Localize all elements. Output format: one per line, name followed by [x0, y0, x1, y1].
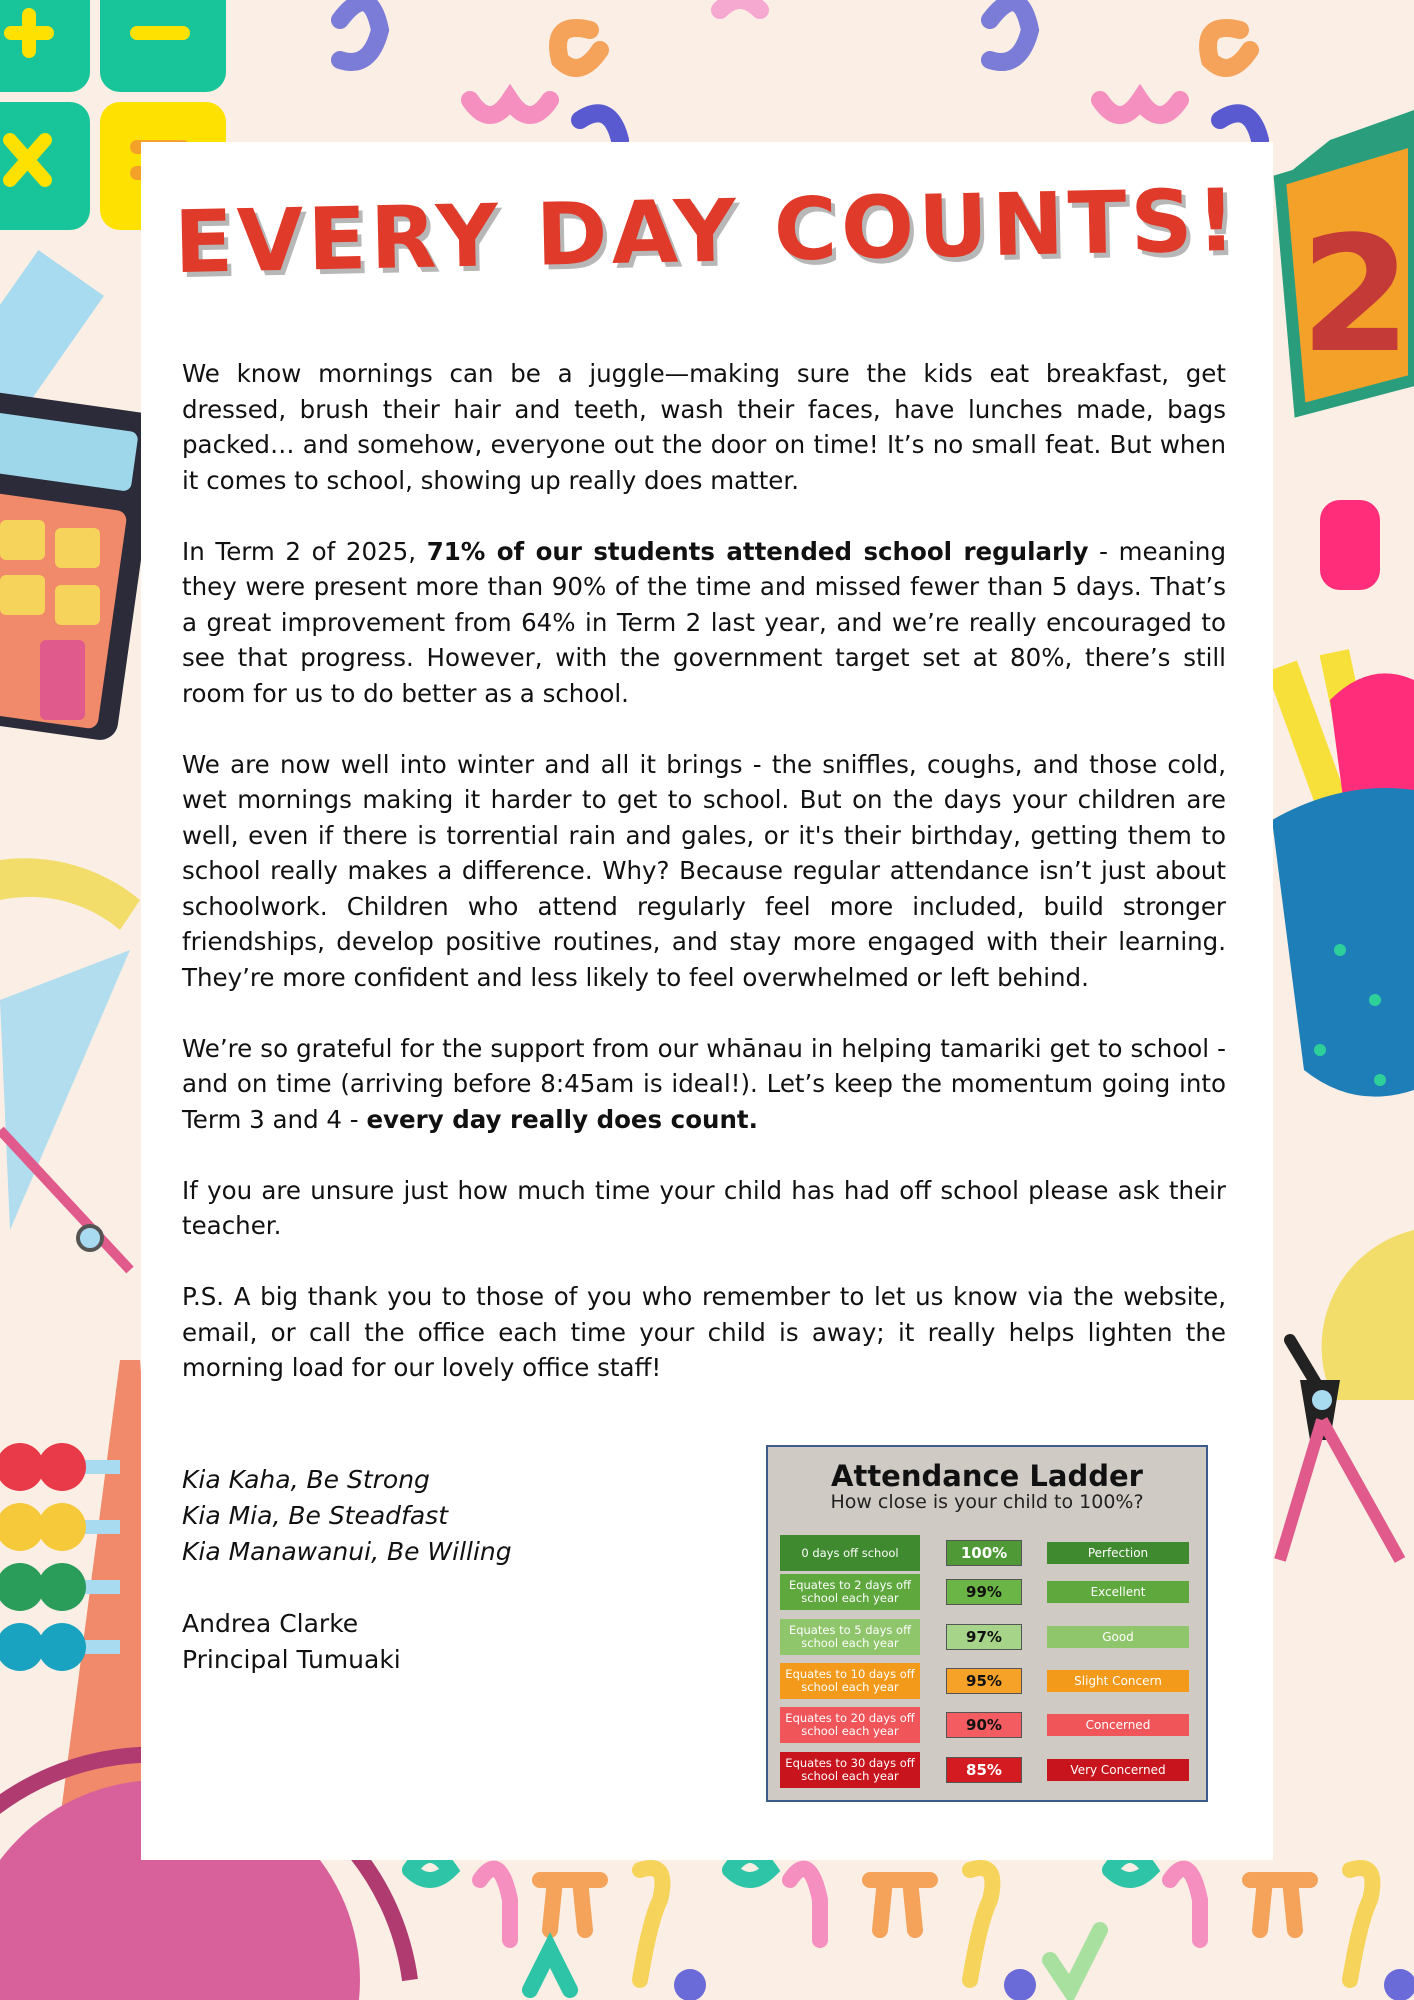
ladder-rating: Concerned: [1047, 1714, 1189, 1736]
letter-body: [182, 356, 1226, 1421]
ladder-days-off: Equates to 5 days off school each year: [780, 1619, 920, 1655]
signoff: [182, 1462, 512, 1678]
ladder-title: Attendance Ladder: [831, 1459, 1143, 1493]
number-block-icon: [1280, 110, 1414, 410]
ladder-days-off: Equates to 10 days off school each year: [780, 1663, 920, 1699]
ladder-percentage: 100%: [946, 1540, 1022, 1566]
ladder-percentage: 85%: [946, 1757, 1022, 1783]
ladder-row: [768, 1752, 1208, 1792]
paragraph-2: In Term 2 of 2025, 71% of our students attended school regularly - meaning they were present more than 90% of the time and missed fewer than 5 days. That’s a great improvement from 64% in Term 2 last year, and we’re really encouraged to see that progress. However, with the government target set at 80%, there’s still room for us to do better as a school.: [182, 536, 1226, 708]
attendance-ladder: [766, 1445, 1208, 1802]
ladder-rating: Excellent: [1047, 1581, 1189, 1603]
signer-name: Andrea Clarke: [182, 1609, 359, 1638]
ladder-row: [768, 1707, 1208, 1747]
signer-role: Principal Tumuaki: [182, 1645, 401, 1674]
ladder-percentage: 99%: [946, 1579, 1022, 1605]
ladder-percentage: 97%: [946, 1624, 1022, 1650]
page-title: EVERY DAY COUNTS!: [173, 170, 1241, 294]
ladder-percentage: 90%: [946, 1712, 1022, 1738]
ladder-days-off: 0 days off school: [780, 1535, 920, 1571]
motto-1: Kia Kaha, Be Strong: [182, 1465, 430, 1494]
paragraph-1: We know mornings can be a juggle—making sure the kids eat breakfast, get dressed, brush their hair and teeth, wash their faces, have lunches made, bags packed… and somehow, everyone out the door on time! It’s no small feat. But when it comes to school, showing up really does matter.: [182, 359, 1226, 495]
ladder-rating: Slight Concern: [1047, 1670, 1189, 1692]
ladder-days-off: Equates to 30 days off school each year: [780, 1752, 920, 1788]
ladder-rating: Good: [1047, 1626, 1189, 1648]
pencil-cup-icon: [1267, 500, 1414, 1097]
ladder-row: [768, 1619, 1208, 1659]
calculator-icon: [0, 388, 161, 743]
ladder-rating: Perfection: [1047, 1542, 1189, 1564]
ladder-days-off: Equates to 2 days off school each year: [780, 1574, 920, 1610]
ladder-row: [768, 1535, 1208, 1575]
ladder-row: [768, 1574, 1208, 1614]
motto-3: Kia Manawanui, Be Willing: [182, 1537, 512, 1566]
ladder-days-off: Equates to 20 days off school each year: [780, 1707, 920, 1743]
svg-text:2: 2: [1300, 201, 1412, 388]
closing-emphasis: every day really does count.: [366, 1104, 758, 1134]
ladder-subtitle: How close is your child to 100%?: [830, 1491, 1144, 1513]
paragraph-5: If you are unsure just how much time your child has had off school please ask their teacher.: [182, 1175, 1226, 1240]
ladder-row: [768, 1663, 1208, 1703]
motto-2: Kia Mia, Be Steadfast: [182, 1501, 449, 1530]
ladder-rating: Very Concerned: [1047, 1759, 1189, 1781]
ladder-percentage: 95%: [946, 1668, 1022, 1694]
letter-card: [141, 142, 1273, 1860]
paragraph-3: We are now well into winter and all it brings - the sniffles, coughs, and those cold, wet mornings making it harder to get to school. But on the days your children are well, even if there is torrential rain and gales, or it's their birthday, getting them to school really makes a difference. Why? Because regular attendance isn’t just about schoolwork. Children who attend regularly feel more included, build stronger friendships, develop positive routines, and stay more engaged with their learning. They’re more confident and less likely to feel overwhelmed or left behind.: [182, 749, 1226, 992]
paragraph-4: We’re so grateful for the support from our whānau in helping tamariki get to school - and on time (arriving before 8:45am is ideal!). Let’s keep the momentum going into Term 3 and 4 - every day really does count.: [182, 1033, 1226, 1134]
paragraph-6: P.S. A big thank you to those of you who remember to let us know via the website, email, or call the office each time your child is away; it really helps lighten the morning load for our lovely office staff!: [182, 1282, 1226, 1382]
highlight-statistic: 71% of our students attended school regularly: [426, 536, 1089, 566]
